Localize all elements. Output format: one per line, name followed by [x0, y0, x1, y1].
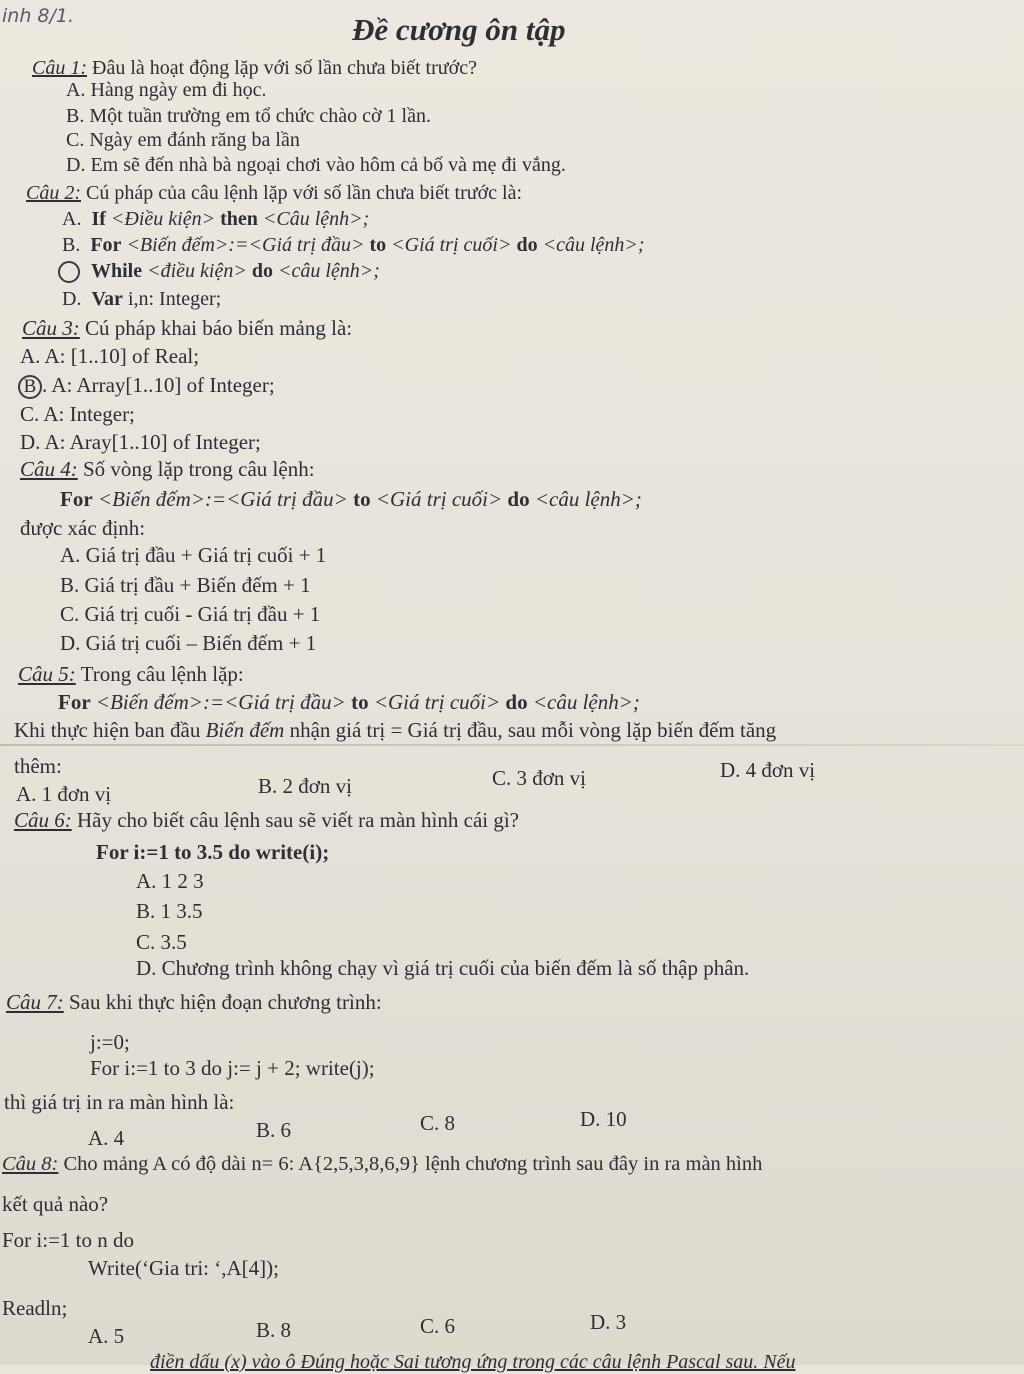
question-5 — [18, 662, 244, 686]
q1-option-b: B. Một tuần trường em tổ chức chào cờ 1 lần. — [66, 105, 431, 127]
q1-option-a: A. Hàng ngày em đi học. — [66, 79, 267, 101]
q6-option-d: D. Chương trình không chạy vì giá trị cuối của biến đếm là số thập phân. — [136, 956, 750, 980]
q2-option-b-keyword-do: do — [516, 234, 538, 256]
q5-code-keyword-for: For — [58, 690, 91, 714]
q2-option-d-prefix: D. — [62, 288, 82, 310]
q8-option-b: B. 8 — [256, 1318, 292, 1342]
q3-option-b — [18, 373, 275, 399]
q2-option-b-statement: <câu lệnh>; — [542, 234, 645, 256]
q2-option-c-statement: <câu lệnh>; — [278, 260, 380, 282]
q6-option-b: B. 1 3.5 — [136, 899, 203, 923]
q5-description — [14, 718, 776, 742]
q2-option-a-prefix: A. — [62, 208, 82, 230]
q2-option-b-keyword-to: to — [369, 234, 387, 256]
circled-answer-mark — [58, 261, 80, 283]
q7-code-line-1: j:=0; — [90, 1030, 130, 1054]
q4-code-keyword-to: to — [353, 487, 371, 511]
q5-description-counter: Biến đếm — [205, 718, 285, 742]
question-5-label: Câu 5: — [18, 662, 76, 686]
q2-option-b-keyword-for: For — [90, 234, 122, 256]
question-3 — [22, 316, 352, 340]
question-8-label: Câu 8: — [2, 1153, 59, 1175]
q2-option-c-keyword-do: do — [251, 260, 273, 282]
question-1-text: Đâu là hoạt động lặp với số lần chưa biết trước? — [92, 57, 477, 79]
q3-option-a: A. A: [1..10] of Real; — [20, 344, 200, 368]
question-7-label: Câu 7: — [6, 990, 64, 1014]
q5-code-statement: <câu lệnh>; — [532, 690, 640, 714]
question-8-text: Cho mảng A có độ dài n= 6: A{2,5,3,8,6,9} lệnh chương trình sau đây in ra màn hình — [63, 1153, 763, 1175]
q8-continuation: kết quả nào? — [2, 1192, 109, 1216]
q2-option-c-condition: <điều kiện> — [147, 260, 247, 282]
question-4-label: Câu 4: — [20, 457, 78, 481]
q5-code — [58, 690, 640, 714]
q3-circled-letter: B — [18, 375, 42, 399]
q4-option-c: C. Giá trị cuối - Giá trị đầu + 1 — [60, 602, 321, 626]
q4-code-start: <Biến đếm>:=<Giá trị đầu> — [97, 487, 348, 511]
question-6 — [14, 808, 519, 832]
q4-code-keyword-do: do — [507, 487, 530, 511]
q5-description-part-1: Khi thực hiện ban đầu — [14, 718, 201, 742]
q5-option-d: D. 4 đơn vị — [720, 758, 816, 782]
q3-option-b-text: . A: Array[1..10] of Integer; — [42, 373, 275, 397]
q2-option-d — [62, 287, 221, 311]
q2-option-c — [58, 259, 380, 283]
question-5-text: Trong câu lệnh lặp: — [80, 662, 244, 686]
q3-option-c: C. A: Integer; — [20, 402, 135, 426]
question-1-label: Câu 1: — [32, 57, 87, 79]
question-4 — [20, 457, 315, 481]
q7-code-line-2: For i:=1 to 3 do j:= j + 2; write(j); — [90, 1056, 375, 1080]
question-3-text: Cú pháp khai báo biến mảng là: — [85, 316, 353, 340]
q2-option-a — [62, 207, 369, 231]
q2-option-d-rest: i,n: Integer; — [127, 288, 222, 310]
q5-option-a: A. 1 đơn vị — [16, 782, 112, 806]
q2-option-d-keyword-var: Var — [91, 288, 123, 310]
question-7 — [6, 990, 382, 1014]
page-title: Đề cương ôn tập — [352, 12, 566, 47]
q5-code-keyword-do: do — [505, 690, 528, 714]
question-1 — [32, 56, 477, 80]
question-2 — [26, 181, 522, 205]
handwritten-corner-note: inh 8/1. — [2, 5, 75, 27]
q6-option-a: A. 1 2 3 — [136, 869, 204, 893]
q7-option-b: B. 6 — [256, 1118, 292, 1142]
next-question-cut-off: điền dấu (x) vào ô Đúng hoặc Sai tương ứng trong các câu lệnh Pascal sau. Nếu — [150, 1351, 796, 1373]
q5-description-part-2: nhận giá trị = Giá trị đầu, sau mỗi vòng lặp biến đếm tăng — [289, 718, 777, 742]
q8-code-line-3: Readln; — [2, 1296, 68, 1320]
q2-option-b-start: <Biến đếm>:=<Giá trị đầu> — [126, 234, 365, 256]
question-2-label: Câu 2: — [26, 182, 81, 204]
q5-code-end: <Giá trị cuối> — [373, 690, 501, 714]
question-4-text: Số vòng lặp trong câu lệnh: — [83, 457, 315, 481]
q7-option-c: C. 8 — [420, 1111, 456, 1135]
q5-option-b: B. 2 đơn vị — [258, 774, 352, 798]
paper-fold-line — [0, 744, 1024, 746]
q4-option-a: A. Giá trị đầu + Giá trị cuối + 1 — [60, 543, 327, 567]
q4-code — [60, 487, 642, 511]
q8-option-c: C. 6 — [420, 1314, 456, 1338]
q8-option-a: A. 5 — [88, 1324, 125, 1348]
question-8 — [2, 1152, 762, 1176]
q5-option-c: C. 3 đơn vị — [492, 766, 586, 790]
q7-option-a: A. 4 — [88, 1126, 125, 1150]
q2-option-a-keyword-if: If — [91, 208, 106, 230]
q8-code-line-2: Write(‘Gia tri: ‘,A[4]); — [88, 1256, 279, 1280]
q2-option-a-statement: <Câu lệnh>; — [262, 208, 370, 230]
q2-option-b — [62, 233, 645, 257]
q4-option-b: B. Giá trị đầu + Biến đếm + 1 — [60, 573, 311, 597]
q3-option-d: D. A: Aray[1..10] of Integer; — [20, 430, 261, 454]
q2-option-a-condition: <Điều kiện> — [110, 208, 216, 230]
question-6-text: Hãy cho biết câu lệnh sau sẽ viết ra màn hình cái gì? — [77, 808, 520, 832]
q4-continuation: được xác định: — [20, 516, 146, 540]
q6-option-c: C. 3.5 — [136, 930, 187, 954]
q2-option-c-keyword-while: While — [91, 260, 143, 282]
q4-code-keyword-for: For — [60, 487, 93, 511]
q4-option-d: D. Giá trị cuối – Biến đếm + 1 — [60, 631, 317, 655]
q7-option-d: D. 10 — [580, 1107, 627, 1131]
q2-option-a-keyword-then: then — [220, 208, 258, 230]
question-2-text: Cú pháp của câu lệnh lặp với số lần chưa biết trước là: — [86, 182, 523, 204]
q4-code-statement: <câu lệnh>; — [534, 487, 642, 511]
question-3-label: Câu 3: — [22, 316, 80, 340]
q1-option-d: D. Em sẽ đến nhà bà ngoại chơi vào hôm cả bố và mẹ đi vắng. — [66, 154, 566, 176]
question-7-text: Sau khi thực hiện đoạn chương trình: — [69, 990, 382, 1014]
q2-option-b-end: <Giá trị cuối> — [391, 234, 512, 256]
q5-code-start: <Biến đếm>:=<Giá trị đầu> — [95, 690, 346, 714]
q1-option-c: C. Ngày em đánh răng ba lần — [66, 129, 300, 151]
q4-code-end: <Giá trị cuối> — [375, 487, 503, 511]
q5-continuation: thêm: — [14, 754, 62, 778]
q8-option-d: D. 3 — [590, 1310, 627, 1334]
q7-continuation: thì giá trị in ra màn hình là: — [4, 1090, 235, 1114]
q8-code-line-1: For i:=1 to n do — [2, 1228, 135, 1252]
q5-code-keyword-to: to — [351, 690, 369, 714]
question-6-label: Câu 6: — [14, 808, 72, 832]
q6-code: For i:=1 to 3.5 do write(i); — [96, 840, 330, 864]
q2-option-b-prefix: B. — [62, 234, 81, 256]
